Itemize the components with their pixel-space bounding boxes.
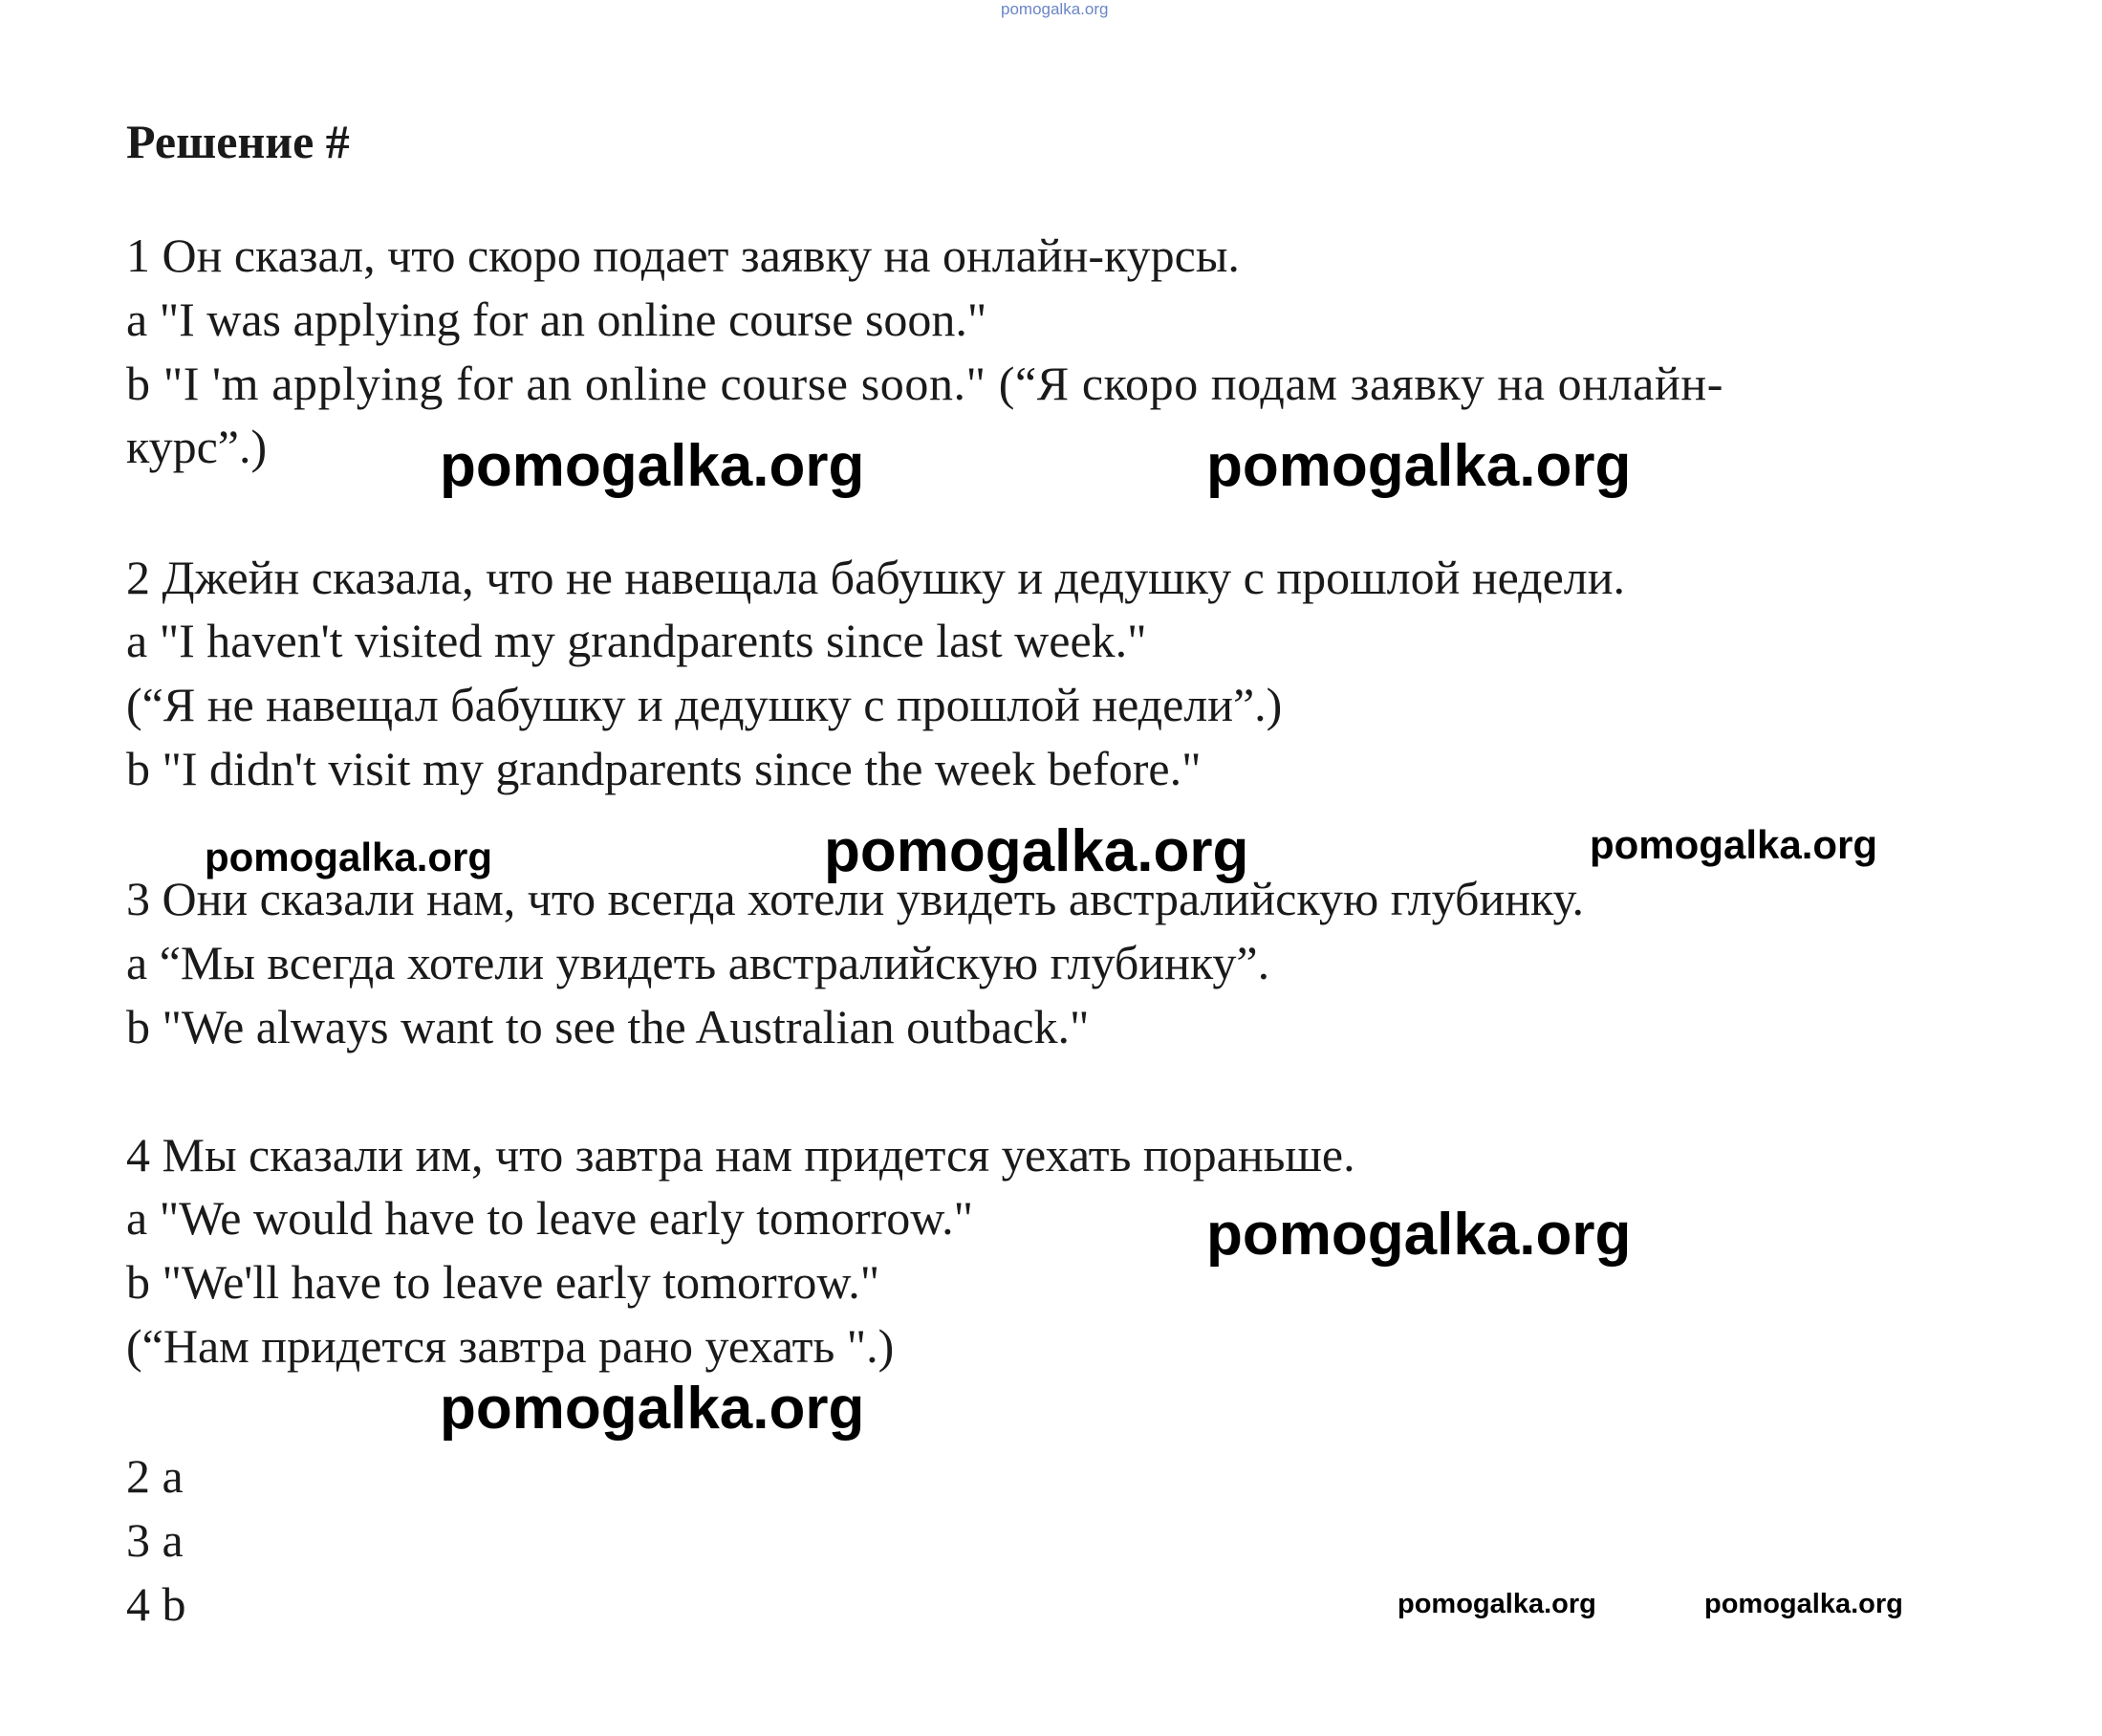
question-1-option-b: b "I 'm applying for an online course soon." (“Я скоро подам заявку на онлайн- [126,357,1723,410]
question-2-prompt: 2 Джейн сказала, что не навещала бабушку и дедушку с прошлой недели. [126,551,1625,604]
question-1-option-a: a "I was applying for an online course soon." [126,293,987,346]
question-3-option-b: b "We always want to see the Australian outback." [126,1000,1090,1053]
watermark: pomogalka.org [824,818,1249,884]
answer-3: 3 a [126,1513,184,1567]
question-4-option-a: a "We would have to leave early tomorrow." [126,1191,974,1245]
watermark: pomogalka.org [1206,1202,1632,1268]
question-2-option-a: a "I haven't visited my grandparents since last week." [126,614,1147,667]
answer-4: 4 b [126,1577,186,1631]
question-2-option-b: b "I didn't visit my grandparents since the week before." [126,742,1202,795]
question-4-option-b: b "We'll have to leave early tomorrow." [126,1255,880,1309]
question-1-option-b-continuation: курс”.) [126,420,268,473]
page-title: Решение # [126,115,350,168]
watermark: pomogalka.org [205,835,493,879]
question-4-prompt: 4 Мы сказали им, что завтра нам придется уехать пораньше. [126,1128,1355,1182]
watermark: pomogalka.org [1590,822,1878,867]
question-4-translation: (“Нам придется завтра рано уехать ".) [126,1319,895,1373]
watermark: pomogalka.org [1206,433,1632,499]
watermark: pomogalka.org [440,433,865,499]
question-2-translation: (“Я не навещал бабушку и дедушку с прошлой недели”.) [126,678,1283,731]
top-watermark: pomogalka.org [1001,0,1109,18]
watermark: pomogalka.org [1398,1589,1596,1619]
question-3-option-a: a “Мы всегда хотели увидеть австралийскую глубинку”. [126,936,1270,989]
watermark: pomogalka.org [1704,1589,1903,1619]
question-3-prompt: 3 Они сказали нам, что всегда хотели увидеть австралийскую глубинку. [126,872,1585,925]
answer-2: 2 a [126,1449,184,1503]
question-1-prompt: 1 Он сказал, что скоро подает заявку на онлайн-курсы. [126,228,1240,282]
watermark: pomogalka.org [440,1376,865,1442]
